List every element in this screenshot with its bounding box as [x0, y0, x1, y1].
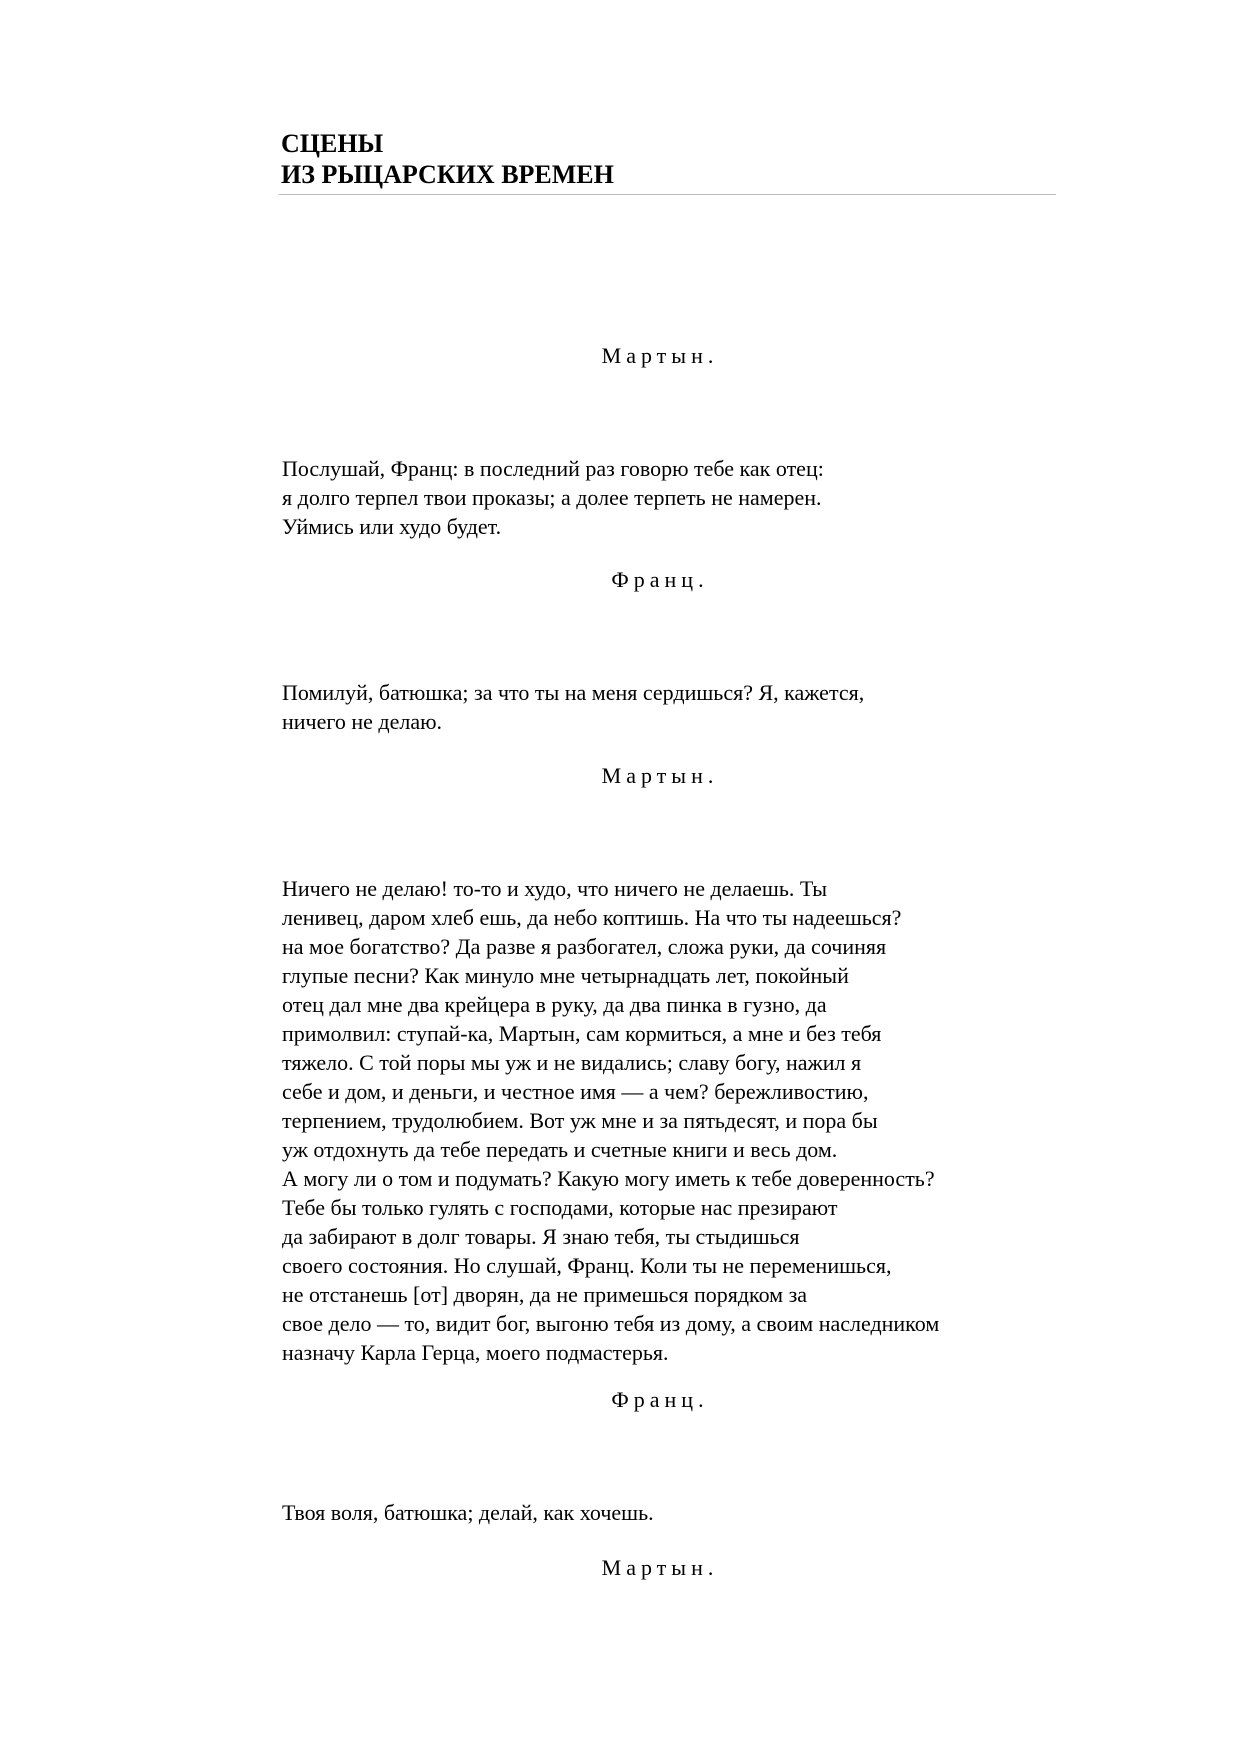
speech-line: я долго терпел твои проказы; а долее терпеть не намерен. [282, 485, 822, 510]
speech-line: Твоя воля, батюшка; делай, как хочешь. [282, 1500, 654, 1525]
speech-line: примолвил: ступай-ка, Мартын, сам кормиться, а мне и без тебя [282, 1021, 882, 1046]
speech-line: отец дал мне два крейцера в руку, да два пинка в гузно, да [282, 992, 827, 1017]
speech-line: да забирают в долг товары. Я знаю тебя, ты стыдишься [282, 1224, 800, 1249]
speech-line: уж отдохнуть да тебе передать и счетные книги и весь дом. [282, 1137, 838, 1162]
speech-line: Помилуй, батюшка; за что ты на меня сердишься? Я, кажется, [282, 680, 865, 705]
speech-line: назначу Карла Герца, моего подмастерья. [282, 1340, 669, 1365]
speaker-name: Мартын. [601, 1555, 719, 1580]
speech-block [282, 874, 1082, 1367]
speech-line: ленивец, даром хлеб ешь, да небо коптишь. На что ты надеешься? [282, 905, 902, 930]
speech-block [282, 454, 1082, 541]
speech-line: терпением, трудолюбием. Вот уж мне и за пятьдесят, и пора бы [282, 1108, 878, 1133]
speech-block [282, 678, 1082, 736]
speech-line: А могу ли о том и подумать? Какую могу иметь к тебе доверенность? [282, 1166, 935, 1191]
speaker-name: Мартын. [601, 763, 719, 788]
document-title [281, 128, 1056, 190]
speech-line: Послушай, Франц: в последний раз говорю тебе как отец: [282, 456, 824, 481]
speech-line: Тебе бы только гулять с господами, которые нас презирают [282, 1195, 838, 1220]
speaker-name: Франц. [611, 567, 709, 592]
speech-line: тяжело. С той поры мы уж и не видались; славу богу, нажил я [282, 1050, 862, 1075]
speech-line: Уймись или худо будет. [282, 514, 502, 539]
title-divider [279, 194, 1056, 195]
speech-line: Ничего не делаю! то-то и худо, что ничего не делаешь. Ты [282, 876, 828, 901]
speech-line: ничего не делаю. [282, 709, 443, 734]
speaker-name: Франц. [611, 1387, 709, 1412]
speech-line: на мое богатство? Да разве я разбогател, сложа руки, да сочиняя [282, 934, 887, 959]
speech-line: глупые песни? Как минуло мне четырнадцать лет, покойный [282, 963, 849, 988]
speech-line: свое дело — то, видит бог, выгоню тебя из дому, а своим наследником [282, 1311, 940, 1336]
title-line-2: ИЗ РЫЦАРСКИХ ВРЕМЕН [281, 160, 614, 189]
speech-line: не отстанешь [от] дворян, да не примешься порядком за [282, 1282, 808, 1307]
speech-line: себе и дом, и деньги, и честное имя — а чем? бережливостию, [282, 1079, 869, 1104]
title-line-1: СЦЕНЫ [281, 129, 384, 158]
speech-block [282, 1498, 1082, 1527]
speech-line: своего состояния. Но слушай, Франц. Коли ты не переменишься, [282, 1253, 892, 1278]
speaker-name: Мартын. [601, 343, 719, 368]
